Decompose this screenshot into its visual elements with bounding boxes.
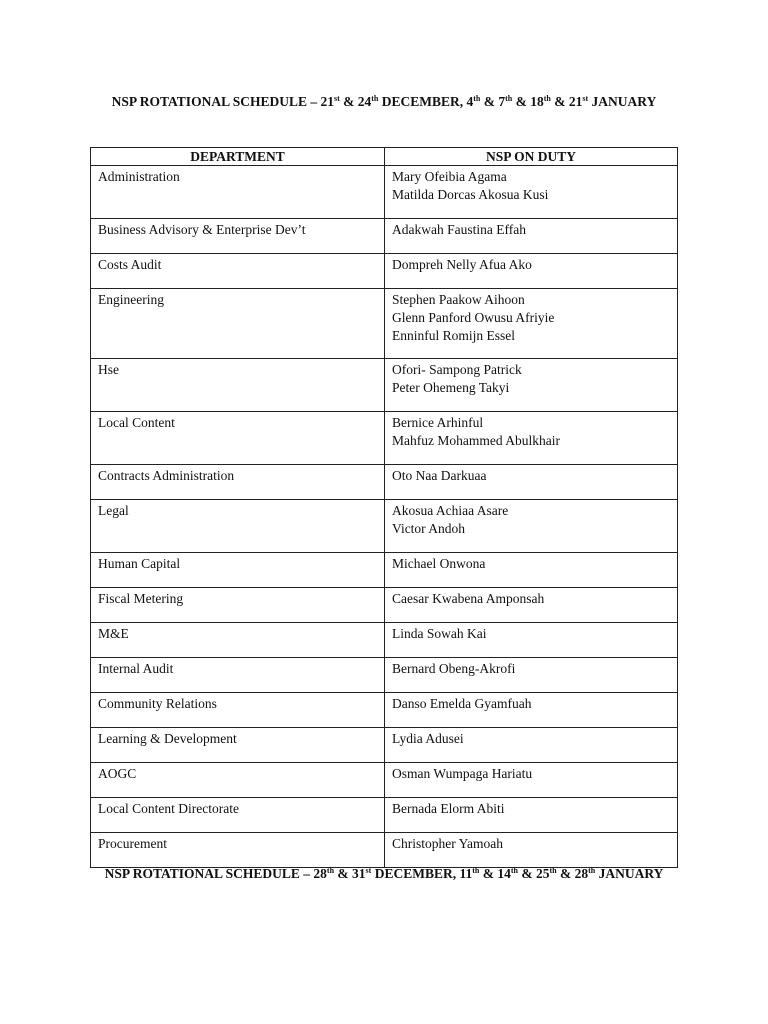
title-superscript: th (543, 94, 551, 103)
department-cell (91, 289, 385, 359)
title-text: & 31 (334, 866, 366, 881)
title-text: & 28 (556, 866, 589, 881)
table-row (91, 693, 678, 728)
nsp-name: Stephen Paakow Aihoon (392, 292, 525, 307)
title-superscript: th (472, 866, 480, 875)
nsp-cell (385, 166, 678, 219)
nsp-cell (385, 412, 678, 465)
table-body (91, 166, 678, 868)
department-name: Engineering (98, 292, 164, 307)
nsp-cell (385, 219, 678, 254)
department-name: Administration (98, 169, 180, 184)
title-superscript: th (510, 866, 518, 875)
department-cell (91, 359, 385, 412)
table-row (91, 553, 678, 588)
nsp-name: Osman Wumpaga Hariatu (392, 766, 533, 781)
department-name: Hse (98, 362, 119, 377)
table-row (91, 500, 678, 553)
department-name: Costs Audit (98, 257, 162, 272)
table-row (91, 289, 678, 359)
nsp-cell (385, 693, 678, 728)
department-name: Fiscal Metering (98, 591, 184, 606)
department-name: Internal Audit (98, 661, 174, 676)
title-superscript: th (588, 866, 596, 875)
department-cell (91, 465, 385, 500)
table-row (91, 412, 678, 465)
nsp-name: Bernice Arhinful (392, 415, 484, 430)
table-row (91, 166, 678, 219)
table-row (91, 359, 678, 412)
department-name: Contracts Administration (98, 468, 235, 483)
nsp-cell (385, 728, 678, 763)
title-superscript: st (582, 94, 589, 103)
nsp-name: Lydia Adusei (392, 731, 464, 746)
department-name: Local Content (98, 415, 175, 430)
table-row (91, 588, 678, 623)
title-superscript: st (365, 866, 372, 875)
table-row (91, 763, 678, 798)
table-row (91, 798, 678, 833)
department-name: Local Content Directorate (98, 801, 239, 816)
department-name: Legal (98, 503, 129, 518)
nsp-cell (385, 833, 678, 868)
department-cell (91, 833, 385, 868)
nsp-name: Enninful Romijn Essel (392, 328, 515, 343)
schedule-2-title (90, 864, 678, 884)
title-superscript: th (473, 94, 481, 103)
title-superscript: th (505, 94, 513, 103)
department-name: M&E (98, 626, 129, 641)
nsp-cell (385, 763, 678, 798)
department-cell (91, 166, 385, 219)
nsp-name: Ofori- Sampong Patrick (392, 362, 522, 377)
nsp-cell (385, 359, 678, 412)
department-name: Learning & Development (98, 731, 237, 746)
title-superscript: th (371, 94, 379, 103)
table-row (91, 254, 678, 289)
department-cell (91, 500, 385, 553)
department-name: Community Relations (98, 696, 217, 711)
table-header-row (91, 148, 678, 166)
nsp-name: Dompreh Nelly Afua Ako (392, 257, 532, 272)
nsp-cell (385, 500, 678, 553)
nsp-cell (385, 465, 678, 500)
nsp-name: Linda Sowah Kai (392, 626, 487, 641)
schedule-1-title (90, 92, 678, 112)
title-text: JANUARY (588, 94, 657, 109)
title-text: & 25 (517, 866, 550, 881)
nsp-cell (385, 623, 678, 658)
nsp-name: Akosua Achiaa Asare (392, 503, 509, 518)
nsp-name: Mahfuz Mohammed Abulkhair (392, 433, 560, 448)
table-row (91, 658, 678, 693)
department-cell (91, 798, 385, 833)
nsp-name: Caesar Kwabena Amponsah (392, 591, 545, 606)
title-superscript: st (333, 94, 340, 103)
title-text: & 21 (550, 94, 583, 109)
title-text: & 7 (480, 94, 506, 109)
title-text: JANUARY (595, 866, 664, 881)
nsp-cell (385, 798, 678, 833)
table-row (91, 728, 678, 763)
nsp-name: Danso Emelda Gyamfuah (392, 696, 532, 711)
title-text: & 24 (339, 94, 372, 109)
nsp-on-duty-column-header: NSP ON DUTY (385, 148, 678, 166)
department-cell (91, 623, 385, 658)
department-cell (91, 588, 385, 623)
department-name: AOGC (98, 766, 137, 781)
nsp-name: Oto Naa Darkuaa (392, 468, 487, 483)
nsp-cell (385, 289, 678, 359)
department-cell (91, 553, 385, 588)
title-text: DECEMBER, 11 (371, 866, 473, 881)
table-row (91, 623, 678, 658)
title-text: & 18 (512, 94, 544, 109)
nsp-name: Christopher Yamoah (392, 836, 503, 851)
nsp-name: Bernard Obeng-Akrofi (392, 661, 516, 676)
department-cell (91, 658, 385, 693)
nsp-name: Victor Andoh (392, 521, 466, 536)
department-name: Procurement (98, 836, 167, 851)
nsp-cell (385, 553, 678, 588)
nsp-name: Mary Ofeibia Agama (392, 169, 507, 184)
title-text: DECEMBER, 4 (378, 94, 474, 109)
nsp-name: Glenn Panford Owusu Afriyie (392, 310, 555, 325)
nsp-name: Michael Onwona (392, 556, 486, 571)
nsp-schedule-table (90, 147, 678, 868)
nsp-cell (385, 588, 678, 623)
nsp-name: Adakwah Faustina Effah (392, 222, 526, 237)
nsp-name: Matilda Dorcas Akosua Kusi (392, 187, 549, 202)
department-cell (91, 728, 385, 763)
table-row (91, 833, 678, 868)
department-cell (91, 693, 385, 728)
title-superscript: th (326, 866, 335, 875)
department-name: Human Capital (98, 556, 181, 571)
nsp-cell (385, 658, 678, 693)
department-cell (91, 219, 385, 254)
title-text: & 14 (479, 866, 511, 881)
department-cell (91, 254, 385, 289)
department-column-header: DEPARTMENT (91, 148, 385, 166)
department-cell (91, 412, 385, 465)
table-row (91, 219, 678, 254)
title-text: NSP ROTATIONAL SCHEDULE – 28 (104, 866, 327, 881)
nsp-name: Bernada Elorm Abiti (392, 801, 505, 816)
title-text: NSP ROTATIONAL SCHEDULE – 21 (111, 94, 334, 109)
nsp-name: Peter Ohemeng Takyi (392, 380, 510, 395)
department-cell (91, 763, 385, 798)
title-superscript: th (549, 866, 557, 875)
table-row (91, 465, 678, 500)
department-name: Business Advisory & Enterprise Dev’t (98, 222, 306, 237)
nsp-cell (385, 254, 678, 289)
